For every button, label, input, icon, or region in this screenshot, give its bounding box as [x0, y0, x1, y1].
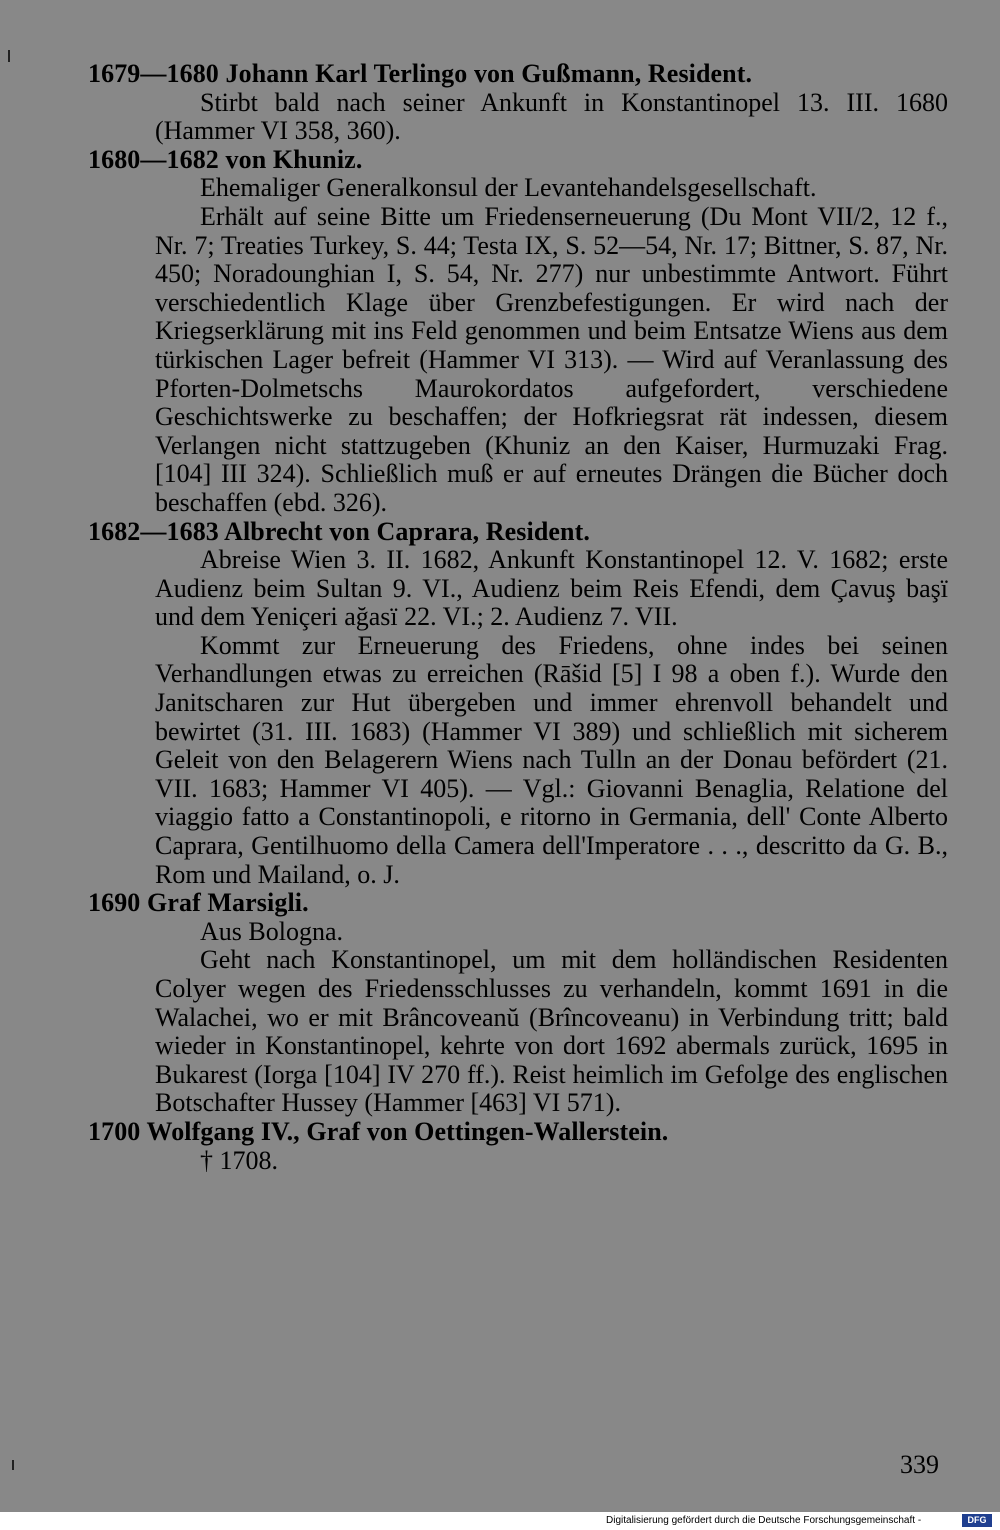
entry-paragraph: Aus Bologna. — [200, 916, 343, 946]
margin-mark — [12, 1460, 14, 1470]
entry-marsigli — [88, 889, 948, 1118]
entry-paragraph: † 1708. — [200, 1145, 278, 1175]
entry-heading: 1682—1683 Albrecht von Caprara, Resident. — [88, 516, 590, 546]
dfg-logo-icon: DFG — [962, 1514, 992, 1527]
entry-heading: 1700 Wolfgang IV., Graf von Oettingen-Wallerstein. — [88, 1116, 669, 1146]
page-number: 339 — [900, 1450, 939, 1479]
entry-heading: 1690 Graf Marsigli. — [88, 888, 309, 918]
entry-paragraph: Ehemaliger Generalkonsul der Levantehandelsgesellschaft. — [200, 173, 817, 203]
footer-bar — [0, 1512, 1000, 1530]
entry-oettingen — [88, 1118, 948, 1175]
entry-paragraph: Kommt zur Erneuerung des Friedens, ohne indes bei seinen Verhandlungen etwas zu erreichen (Rāšid [5] I 98 a oben f.). Wurde den Janitscharen zur Hut übergeben und immer ehrenvoll behandelt und bewirtet (31. III. 1683) (Hammer VI 389) und schließlich mit sicherem Geleit von den Belagerern Wiens nach Tulln an der Donau befördert (21. VII. 1683; Hammer VI 405). — Vgl.: Giovanni Benaglia, Relatione del viaggio fatto a Constantinopoli, e ritorno in Germania, dell' Conte Alberto Caprara, Gentilhuomo della Camera dell'Imperatore . . ., descritto da G. B., Rom und Mailand, o. J. — [155, 630, 948, 889]
entry-paragraph: Geht nach Konstantinopel, um mit dem holländischen Residenten Colyer wegen des Friedensschlusses zu verhandeln, kommt 1691 in die Walachei, wo er mit Brâncoveanŭ (Brîncoveanu) in Verbindung tritt; bald wieder in Konstantinopel, kehrte von dort 1692 abermals zurück, 1695 in Bukarest (Iorga [104] IV 270 ff.). Reist heimlich im Gefolge des englischen Botschafter Hussey (Hammer [463] VI 571). — [155, 945, 948, 1118]
margin-mark — [8, 50, 10, 62]
entry-caprara — [88, 518, 948, 890]
entry-paragraph: Stirbt bald nach seiner Ankunft in Konstantinopel 13. III. 1680 (Hammer VI 358, 360). — [155, 87, 948, 146]
entry-paragraph: Abreise Wien 3. II. 1682, Ankunft Konstantinopel 12. V. 1682; erste Audienz beim Sultan 9. VI., Audienz beim Reis Efendi, dem Çavuş başï und dem Yeniçeri ağasï 22. VI.; 2. Audienz 7. VII. — [155, 545, 948, 632]
entry-heading: 1679—1680 Johann Karl Terlingo von Gußmann, Resident. — [88, 59, 753, 88]
entry-paragraph: Erhält auf seine Bitte um Friedenserneuerung (Du Mont VII/2, 12 f., Nr. 7; Treaties Turkey, S. 44; Testa IX, S. 52—54, Nr. 17; Bittner, S. 87, Nr. 450; Noradounghian I, S. 54, Nr. 277) nur unbestimmte Antwort. Führt verschiedentlich Klage über Grenzbefestigungen. Er wird nach der Kriegserklärung mit ins Feld genommen und beim Entsatze Wiens aus dem türkischen Lager befreit (Hammer VI 313). — Wird auf Veranlassung des Pforten-Dolmetschs Maurokordatos aufgefordert, verschiedene Geschichtswerke zu beschaffen; der Hofkriegsrat rät indessen, diesem Verlangen nicht stattzugeben (Khuniz an den Kaiser, Hurmuzaki Frag. [104] III 324). Schließlich muß er auf erneutes Drängen die Bücher doch beschaffen (ebd. 326). — [155, 201, 948, 517]
entry-heading: 1680—1682 von Khuniz. — [88, 144, 363, 174]
page-body — [88, 60, 948, 1175]
entry-khuniz — [88, 146, 948, 518]
footer-text: Digitalisierung gefördert durch die Deutsche Forschungsgemeinschaft - — [606, 1515, 922, 1526]
entry-gussmann — [88, 60, 948, 146]
